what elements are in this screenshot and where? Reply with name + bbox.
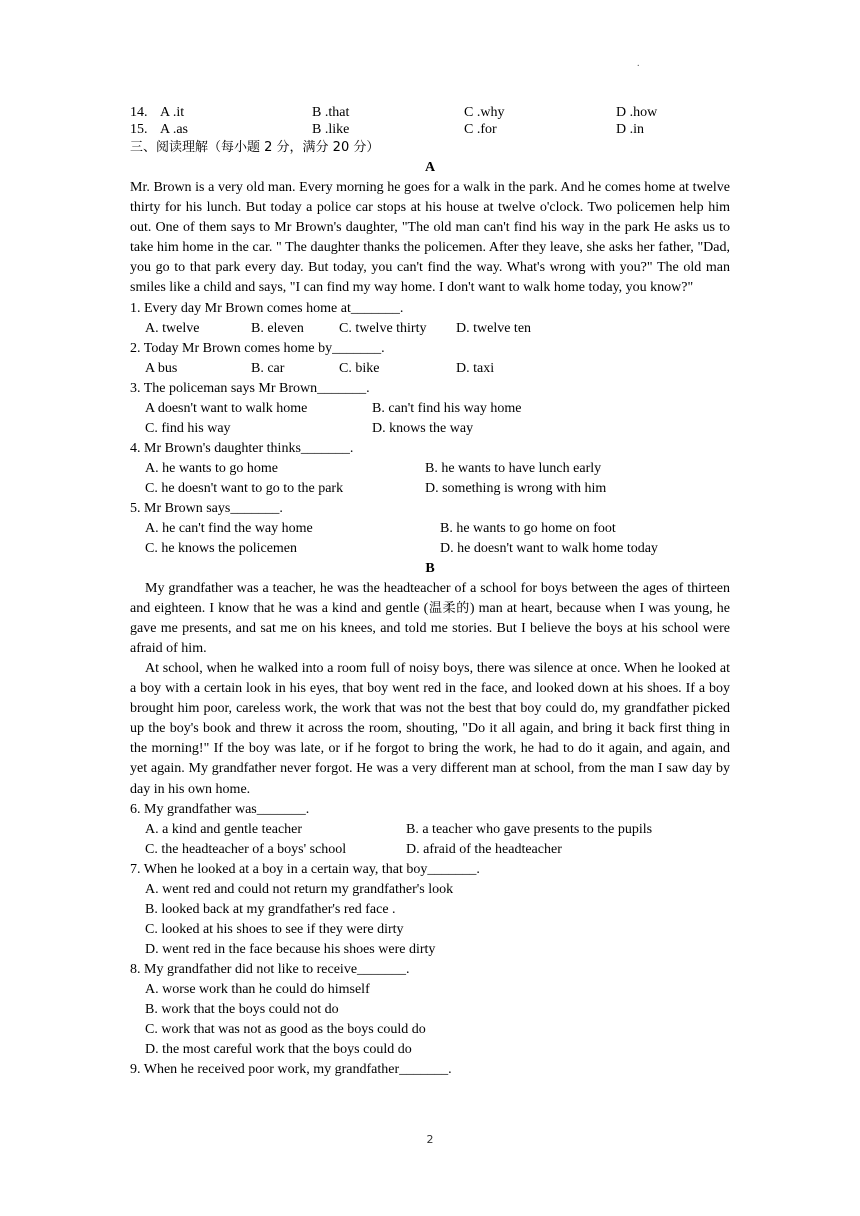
answer-option: A bus	[145, 360, 178, 376]
answer-option: D. twelve ten	[456, 320, 532, 336]
passage-a-questions	[130, 299, 730, 559]
option-d: D .how	[616, 105, 658, 120]
answer-option: B. he wants to have lunch early	[425, 460, 602, 476]
answer-option: D. the most careful work that the boys could do	[145, 1041, 412, 1057]
option-c: C .why	[464, 105, 505, 120]
answer-options-row	[130, 840, 730, 860]
answer-option: B. looked back at my grandfather's red face .	[145, 901, 396, 917]
answer-option: C. find his way	[145, 420, 231, 436]
answer-options-row	[130, 399, 730, 419]
answer-option: B. car	[251, 360, 285, 376]
section-title: 三、阅读理解（每小题 2 分，满分 20 分）	[130, 140, 380, 155]
question-stem: 6. My grandfather was_______.	[130, 801, 310, 817]
option-a: A .it	[160, 105, 185, 120]
answer-options-row	[130, 820, 730, 840]
header-mark: .	[637, 58, 640, 69]
passage-b-paragraph-2: At school, when he walked into a room full of noisy boys, there was silence at once. When he looked at a boy with a certain look in his eyes, that boy went red in the face, and looked down at his shoes. If a boy brought him poor, careless work, the work that was not the best that boy could do, my grandfather picked up the boy's book and threw it across the room, shouting, "Do it all again, and bring it back first thing in the morning!" If the boy was late, or if he forgot to bring the work, he had to do it again, and again, and yet again. My grandfather never forgot. He was a very different man at school, from the man I saw day by day in his own home.	[130, 660, 730, 797]
option-d: D .in	[616, 122, 644, 137]
option-a: A .as	[160, 122, 188, 137]
answer-option: D. taxi	[456, 360, 495, 376]
answer-option: C. twelve thirty	[339, 320, 427, 336]
answer-option: D. afraid of the headteacher	[406, 841, 562, 857]
question-stem: 4. Mr Brown's daughter thinks_______.	[130, 440, 354, 456]
answer-options-row	[130, 319, 730, 339]
cloze-item-15	[130, 121, 730, 138]
option-b: B .that	[312, 105, 350, 120]
answer-options-row	[130, 940, 730, 960]
answer-option: A. a kind and gentle teacher	[145, 821, 303, 837]
answer-option: B. can't find his way home	[372, 400, 522, 416]
answer-options-row	[130, 519, 730, 539]
chinese-gloss: 温柔的	[428, 600, 470, 616]
answer-option: A. he wants to go home	[145, 460, 278, 476]
page-number: 2	[426, 1133, 434, 1146]
question-stem: 7. When he looked at a boy in a certain way, that boy_______.	[130, 861, 480, 877]
answer-options-row	[130, 419, 730, 439]
answer-option: A doesn't want to walk home	[145, 400, 308, 416]
answer-option: C. he knows the policemen	[145, 540, 298, 556]
question-stem: 5. Mr Brown says_______.	[130, 500, 283, 516]
document-page	[130, 104, 730, 1080]
answer-option: C. he doesn't want to go to the park	[145, 480, 344, 496]
question-stem: 1. Every day Mr Brown comes home at_______.	[130, 300, 404, 316]
question-stem: 8. My grandfather did not like to receive_______.	[130, 961, 410, 977]
answer-option: A. worse work than he could do himself	[145, 981, 370, 997]
answer-options-row	[130, 920, 730, 940]
question-stem: 2. Today Mr Brown comes home by_______.	[130, 340, 385, 356]
item-number: 14.	[130, 105, 148, 120]
answer-option: C. bike	[339, 360, 380, 376]
answer-option: D. went red in the face because his shoes were dirty	[145, 941, 436, 957]
question-stem: 9. When he received poor work, my grandfather_______.	[130, 1061, 452, 1077]
answer-option: B. work that the boys could not do	[145, 1001, 339, 1017]
cloze-item-14	[130, 104, 730, 121]
answer-option: D. knows the way	[372, 420, 474, 436]
answer-options-row	[130, 1040, 730, 1060]
answer-options-row	[130, 1020, 730, 1040]
answer-options-row	[130, 479, 730, 499]
answer-option: A. twelve	[145, 320, 200, 336]
answer-option: C. the headteacher of a boys' school	[145, 841, 347, 857]
answer-options-row	[130, 980, 730, 1000]
passage-b-paragraph-1	[130, 579, 730, 659]
passage-b-questions	[130, 800, 730, 1080]
answer-options-row	[130, 1000, 730, 1020]
answer-options-row	[130, 539, 730, 559]
passage-a-label: A	[424, 160, 436, 175]
answer-options-row	[130, 880, 730, 900]
paragraph-text: ) man at heart, because when I was young, he gave me presents, and sat me on his knees, and told me stories. But I believe the boys at his school were afraid of him.	[130, 600, 730, 656]
answer-option: D. something is wrong with him	[425, 480, 607, 496]
answer-options-row	[130, 359, 730, 379]
answer-options-row	[130, 900, 730, 920]
option-b: B .like	[312, 122, 350, 137]
question-stem: 3. The policeman says Mr Brown_______.	[130, 380, 370, 396]
answer-option: B. a teacher who gave presents to the pupils	[406, 821, 653, 837]
answer-option: D. he doesn't want to walk home today	[440, 540, 658, 556]
answer-option: A. he can't find the way home	[145, 520, 313, 536]
answer-option: C. work that was not as good as the boys could do	[145, 1021, 426, 1037]
option-c: C .for	[464, 122, 497, 137]
answer-option: B. eleven	[251, 320, 304, 336]
answer-option: A. went red and could not return my grandfather's look	[145, 881, 454, 897]
answer-option: C. looked at his shoes to see if they were dirty	[145, 921, 404, 937]
answer-options-row	[130, 459, 730, 479]
item-number: 15.	[130, 122, 148, 137]
answer-option: B. he wants to go home on foot	[440, 520, 616, 536]
paragraph-text: My grandfather was a teacher, he was the headteacher of a school for boys between the ages of thirteen and eighteen. I know that he was a kind and gentle (	[130, 580, 730, 616]
passage-a-text: Mr. Brown is a very old man. Every morning he goes for a walk in the park. And he comes home at twelve thirty for his lunch. But today a police car stops at his house at twelve o'clock. Two policemen help him out. One of them says to Mr Brown's daughter, "The old man can't find his way in the park He asks us to take him home in the car. " The daughter thanks the policemen. After they leave, she asks her father, "Dad, you go to that park every day. But today, you can't find the way. What's wrong with you?" The old man smiles like a child and says, "I can find my way home. I don't want to walk home today, you know?"	[130, 180, 730, 296]
passage-b-label: B	[425, 560, 435, 576]
